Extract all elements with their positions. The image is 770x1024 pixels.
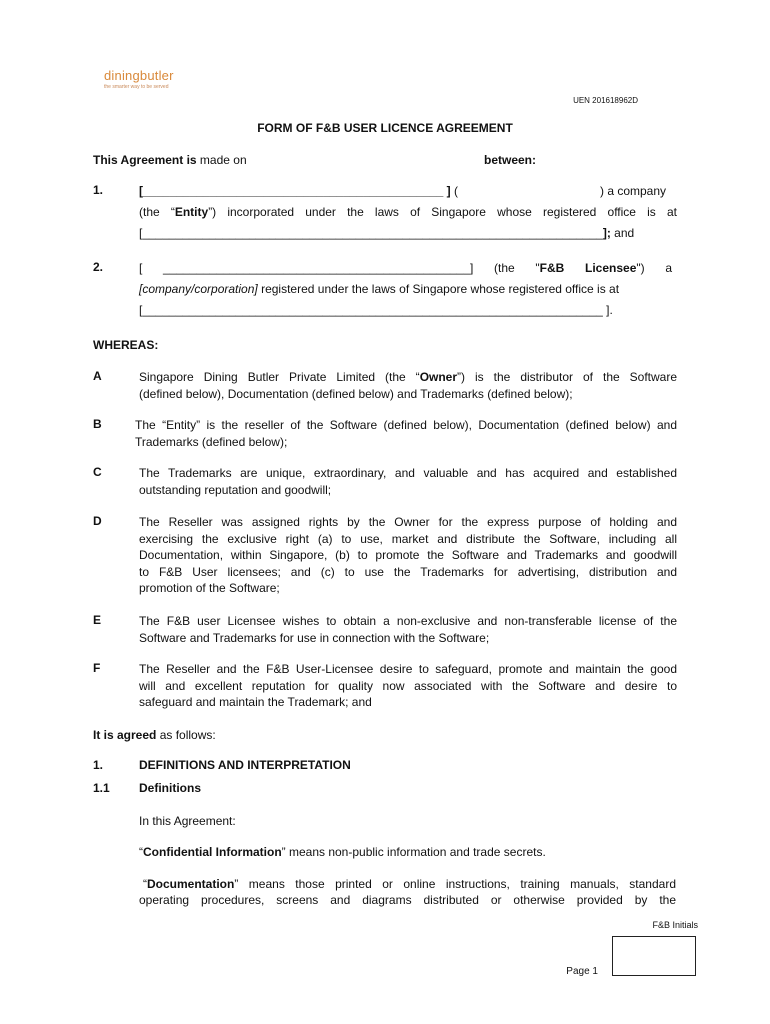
party-2-number: 2. bbox=[93, 260, 104, 274]
party-1-line-2 bbox=[139, 204, 677, 221]
def-conf-term: Confidential Information bbox=[143, 845, 282, 859]
recital-b-text bbox=[135, 417, 677, 450]
in-this-agreement: In this Agreement: bbox=[139, 814, 236, 828]
definition-documentation-line-2: operating procedures, screens and diagrams distributed or otherwise provided by the bbox=[139, 893, 676, 907]
party-1-paren: ( bbox=[450, 184, 458, 198]
party-1-line-2-b: ”) incorporated under the laws of Singapore whose registered office is at bbox=[208, 205, 677, 219]
recital-a-letter: A bbox=[93, 369, 102, 383]
agreed-rest: as follows: bbox=[156, 728, 216, 742]
definition-confidential-information bbox=[139, 844, 546, 861]
recital-line bbox=[139, 661, 677, 678]
company-logo bbox=[104, 68, 174, 90]
recital-line bbox=[139, 630, 677, 647]
recital-line bbox=[139, 369, 677, 386]
recital-line bbox=[139, 531, 677, 548]
recital-segment: The F&B user Licensee wishes to obtain a non-exclusive and non-transferable license of the bbox=[139, 614, 677, 628]
recital-b-letter: B bbox=[93, 417, 102, 431]
uen-number: UEN 201618962D bbox=[573, 96, 638, 105]
recital-a-text bbox=[139, 369, 677, 402]
party-1-company: ) a company bbox=[600, 184, 667, 198]
recital-segment: ”) is the distributor of the Software bbox=[457, 370, 677, 384]
recital-segment: The Reseller was assigned rights by the Owner for the express purpose of holding and bbox=[139, 515, 677, 529]
recital-segment: Owner bbox=[419, 370, 458, 384]
party-2-line-1-b: ") a bbox=[636, 261, 673, 275]
party-2-licensee-term: F&B Licensee bbox=[539, 261, 637, 275]
recital-segment: The “Entity” is the reseller of the Software (defined below), Documentation (defined below) and bbox=[135, 418, 677, 432]
party-1-number: 1. bbox=[93, 183, 104, 197]
def-doc-open-quote: “ bbox=[143, 877, 147, 891]
recital-e-letter: E bbox=[93, 613, 102, 627]
party-1-and: and bbox=[610, 226, 635, 240]
def-doc-rest: ” means those printed or online instructions, training manuals, standard bbox=[234, 877, 676, 891]
logo-wordmark: diningbutler bbox=[104, 68, 174, 83]
agreed-line bbox=[93, 727, 216, 744]
recital-segment: to F&B User licensees; and (c) to use the Trademarks for advertising, distribution and bbox=[139, 564, 677, 579]
section-1-1-heading: Definitions bbox=[139, 781, 201, 795]
section-1-heading: DEFINITIONS AND INTERPRETATION bbox=[139, 758, 351, 772]
recital-segment: will and excellent reputation for quality now associated with the Software and desire to bbox=[139, 678, 677, 693]
whereas-heading: WHEREAS: bbox=[93, 338, 159, 352]
page-number: Page 1 bbox=[566, 966, 598, 977]
recital-segment: The Trademarks are unique, extraordinary, and valuable and has acquired and established bbox=[139, 466, 677, 480]
party-1-line-3 bbox=[139, 225, 634, 242]
recital-segment: The Reseller and the F&B User-Licensee desire to safeguard, promote and maintain the good bbox=[139, 662, 677, 676]
recital-line bbox=[135, 417, 677, 434]
recital-segment: Singapore Dining Butler Private Limited (the “ bbox=[139, 370, 420, 384]
party-2-entity-type: [company/corporation] bbox=[139, 282, 258, 296]
initials-box[interactable] bbox=[612, 936, 696, 976]
recital-segment: exercising the exclusive right (a) to use, market and distribute the Software, including all bbox=[139, 531, 677, 546]
recital-c-letter: C bbox=[93, 465, 102, 479]
recital-line bbox=[135, 434, 677, 451]
recital-line bbox=[139, 547, 677, 564]
recital-line bbox=[139, 694, 677, 711]
recital-segment: safeguard and maintain the Trademark; and bbox=[139, 695, 372, 709]
def-doc-term: Documentation bbox=[147, 877, 235, 891]
definition-documentation-line-1 bbox=[143, 876, 676, 893]
intro-line bbox=[93, 152, 247, 169]
party-1-address-blank: [_____________________________________________________________________ bbox=[139, 226, 603, 240]
document-title: FORM OF F&B USER LICENCE AGREEMENT bbox=[257, 121, 513, 135]
section-1-1-number: 1.1 bbox=[93, 781, 110, 795]
intro-between: between: bbox=[484, 153, 537, 167]
intro-lead-bold: This Agreement is bbox=[93, 153, 197, 167]
recital-segment: Software and Trademarks for use in connection with the Software; bbox=[139, 630, 490, 645]
party-2-line-1 bbox=[139, 260, 672, 277]
recital-d-letter: D bbox=[93, 514, 102, 528]
intro-lead-rest: made on bbox=[196, 153, 247, 167]
recital-c-text bbox=[139, 465, 677, 498]
recital-e-text bbox=[139, 613, 677, 646]
party-2-line-3: [_____________________________________________________________________ ]. bbox=[139, 303, 613, 317]
logo-tagline: the smarter way to be served bbox=[104, 84, 169, 90]
party-2-line-1-a: [ ______________________________________________] (the " bbox=[139, 261, 540, 275]
party-1-address-close: ]; bbox=[602, 226, 611, 240]
recital-line bbox=[139, 613, 677, 630]
def-conf-rest: ” means non-public information and trade secrets. bbox=[281, 845, 546, 859]
party-1-line-1 bbox=[139, 183, 458, 200]
recital-segment: Trademarks (defined below); bbox=[135, 434, 288, 449]
party-1-name-blank: [_____________________________________________ ] bbox=[139, 184, 451, 198]
recital-segment: Documentation, within Singapore, (b) to promote the Software and Trademarks and goodwill bbox=[139, 548, 677, 562]
recital-line bbox=[139, 678, 677, 695]
recital-segment: promotion of the Software; bbox=[139, 581, 280, 595]
recital-segment: outstanding reputation and goodwill; bbox=[139, 482, 332, 497]
recital-line bbox=[139, 580, 677, 597]
recital-line bbox=[139, 514, 677, 531]
def-conf-open-quote: “ bbox=[139, 845, 143, 859]
party-2-line-2 bbox=[139, 281, 619, 298]
section-1-number: 1. bbox=[93, 758, 104, 772]
party-1-line-2-a: (the “ bbox=[139, 205, 175, 219]
recital-d-text bbox=[139, 514, 677, 597]
recital-segment: (defined below), Documentation (defined below) and Trademarks (defined below); bbox=[139, 386, 573, 401]
party-1-entity-term: Entity bbox=[174, 205, 209, 219]
recital-line bbox=[139, 564, 677, 581]
recital-line bbox=[139, 482, 677, 499]
recital-f-text bbox=[139, 661, 677, 711]
agreed-bold: It is agreed bbox=[93, 728, 157, 742]
initials-label: F&B Initials bbox=[652, 920, 698, 930]
recital-line bbox=[139, 386, 677, 403]
recital-line bbox=[139, 465, 677, 482]
recital-f-letter: F bbox=[93, 661, 101, 675]
party-2-line-2-rest: registered under the laws of Singapore whose registered office is at bbox=[257, 282, 620, 296]
